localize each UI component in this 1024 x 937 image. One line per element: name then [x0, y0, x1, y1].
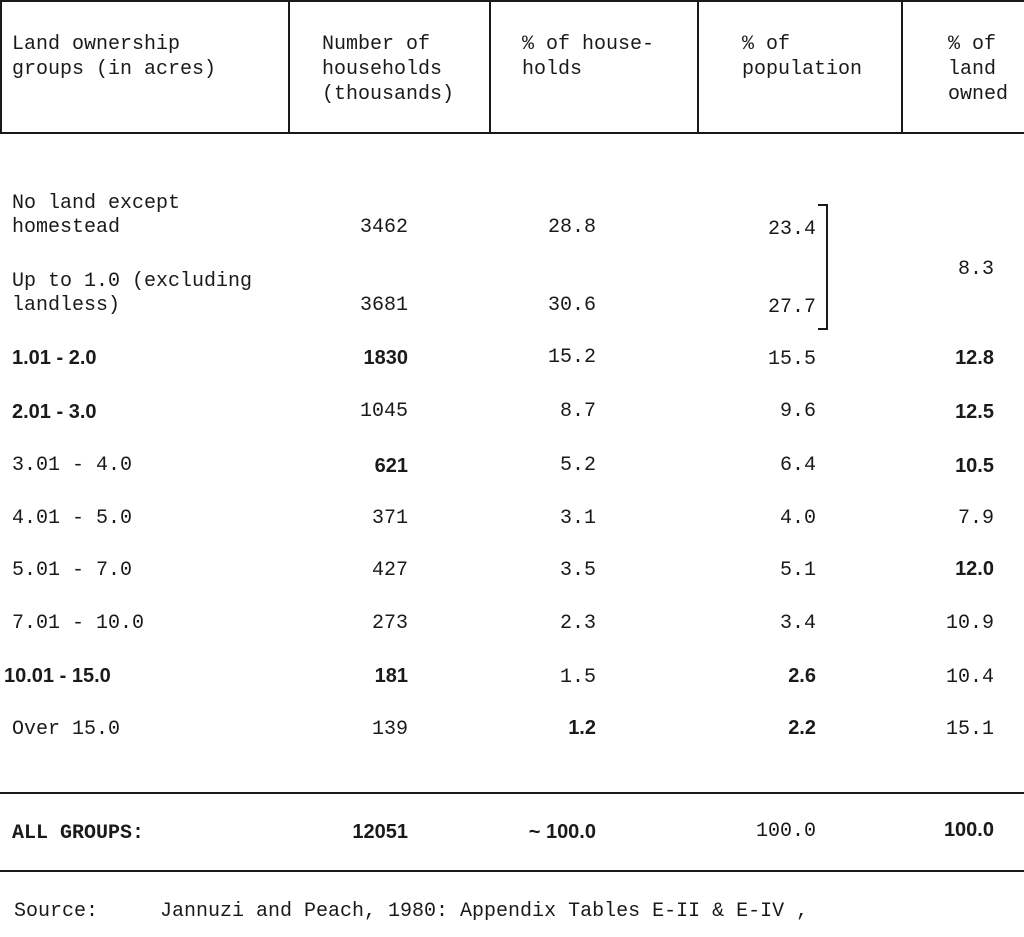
row-pct-population: 2.6	[788, 665, 816, 687]
row-pct-households: 1.5	[559, 666, 596, 689]
row-label: 7.01 - 10.0	[12, 612, 145, 635]
row-pct-households: 3.5	[559, 559, 596, 582]
row-pct-households: 8.7	[559, 400, 596, 423]
row-label: 10.01 - 15.0	[4, 665, 111, 687]
border-left	[0, 0, 2, 134]
row-pct-population: 15.5	[767, 348, 816, 371]
total-households: 12051	[352, 821, 408, 843]
source-citation: Jannuzi and Peach, 1980: Appendix Tables E-II & E-IV ,	[160, 900, 809, 923]
row-households: 273	[371, 612, 408, 635]
row-pct-population: 23.4	[767, 218, 816, 241]
row-label-no-land: No land except homestead	[12, 192, 181, 239]
header-pct-land-owned: % of land owned	[948, 33, 1009, 106]
row-pct-land: 12.0	[955, 558, 994, 580]
total-top-rule	[0, 792, 1024, 794]
row-pct-population: 27.7	[767, 296, 816, 319]
row-pct-households: 5.2	[559, 454, 596, 477]
row-pct-population: 2.2	[788, 717, 816, 739]
row-households: 181	[374, 665, 408, 687]
row-households: 1045	[359, 400, 408, 423]
row-pct-land: 10.5	[955, 455, 994, 477]
row-pct-land: 10.4	[945, 666, 994, 689]
column-divider-1	[288, 0, 290, 134]
header-bottom-rule	[0, 132, 1024, 134]
row-pct-population: 5.1	[779, 559, 816, 582]
row-label: 2.01 - 3.0	[12, 401, 97, 423]
row-pct-population: 9.6	[779, 400, 816, 423]
row-households: 621	[374, 455, 408, 477]
total-label: ALL GROUPS:	[12, 822, 145, 845]
column-divider-3	[697, 0, 699, 134]
total-pct-households: ~ 100.0	[528, 821, 596, 843]
source-label: Source:	[14, 900, 99, 923]
merged-pct-land-owned: 8.3	[957, 258, 994, 281]
row-pct-population: 3.4	[779, 612, 816, 635]
total-pct-population: 100.0	[755, 820, 816, 843]
row-pct-land: 12.8	[955, 347, 994, 369]
row-label: 3.01 - 4.0	[12, 454, 133, 477]
column-divider-4	[901, 0, 903, 134]
header-top-rule	[0, 0, 1024, 2]
row-pct-households: 1.2	[568, 717, 596, 739]
row-pct-land: 7.9	[957, 507, 994, 530]
row-pct-households: 28.8	[547, 216, 596, 239]
row-pct-households: 15.2	[547, 346, 596, 369]
header-pct-households: % of house- holds	[522, 33, 655, 81]
row-households: 1830	[363, 347, 408, 369]
header-pct-population: % of population	[742, 33, 863, 81]
merged-rows-bracket	[818, 204, 828, 330]
header-land-ownership-groups: Land ownership groups (in acres)	[12, 33, 217, 81]
row-label: 5.01 - 7.0	[12, 559, 133, 582]
row-label: 1.01 - 2.0	[12, 347, 97, 369]
total-bottom-rule	[0, 870, 1024, 872]
row-pct-households: 3.1	[559, 507, 596, 530]
row-households: 3462	[359, 216, 408, 239]
row-label-up-to-1: Up to 1.0 (excluding landless)	[12, 270, 253, 317]
row-households: 3681	[359, 294, 408, 317]
column-divider-2	[489, 0, 491, 134]
row-pct-population: 6.4	[779, 454, 816, 477]
header-number-of-households: Number of households (thousands)	[322, 33, 455, 106]
row-pct-households: 30.6	[547, 294, 596, 317]
row-households: 139	[371, 718, 408, 741]
row-pct-population: 4.0	[779, 507, 816, 530]
row-pct-land: 15.1	[945, 718, 994, 741]
total-pct-land: 100.0	[943, 819, 994, 841]
row-households: 371	[371, 507, 408, 530]
row-pct-households: 2.3	[559, 612, 596, 635]
row-pct-land: 12.5	[955, 401, 994, 423]
row-label: Over 15.0	[12, 718, 121, 741]
row-households: 427	[371, 559, 408, 582]
row-pct-land: 10.9	[945, 612, 994, 635]
row-label: 4.01 - 5.0	[12, 507, 133, 530]
